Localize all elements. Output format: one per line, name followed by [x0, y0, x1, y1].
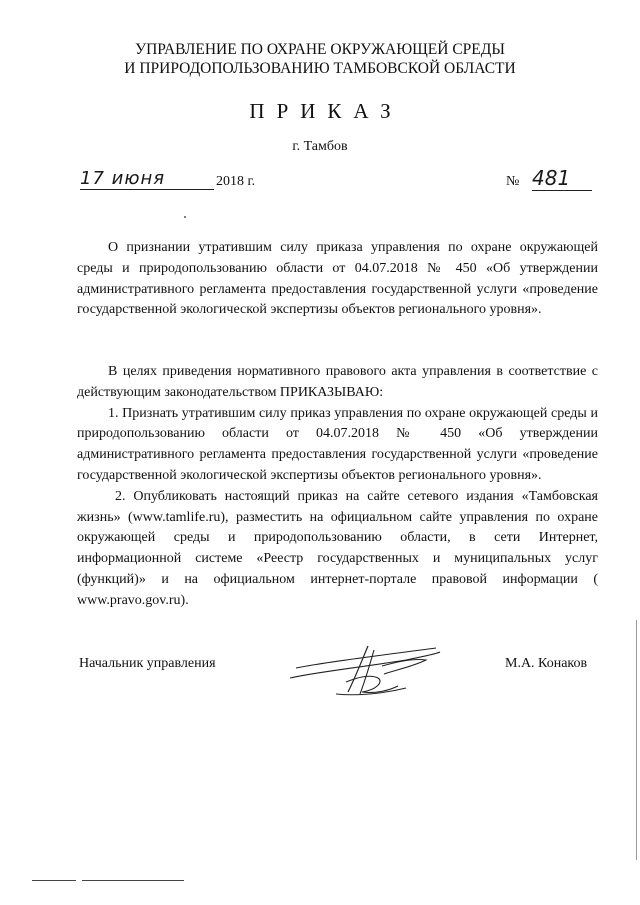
agency-line-2: И ПРИРОДОПОЛЬЗОВАНИЮ ТАМБОВСКОЙ ОБЛАСТИ: [124, 60, 516, 77]
date-number-row: [80, 166, 610, 196]
city-label: г. Тамбов: [292, 139, 348, 154]
order-item-2: 2. Опубликовать настоящий приказ на сайте сетевого издания «Тамбовская жизнь» (www.tamlife.ru), разместить на официальном сайте управления по охране окружающей среды и природопользованию области, в сети Интернет, информационной системе «Реестр государственных и муниципальных услуг (функций)» и на официальном интернет-портале правовой информации ( www.pravo.gov.ru).: [77, 488, 598, 608]
handwritten-signature: [286, 638, 446, 700]
document-title: ПРИКАЗ: [249, 99, 403, 123]
footer-rule-long: [82, 880, 184, 881]
signatory-name: М.А. Конаков: [505, 656, 588, 671]
scan-edge-mark: [636, 620, 637, 860]
agency-header: [0, 40, 640, 78]
order-body: [77, 362, 598, 612]
preamble-text: В целях приведения нормативного правового акта управления в соответствие с действующим законодательством ПРИКАЗЫВАЮ:: [77, 364, 598, 400]
handwritten-date: 17 июня: [80, 168, 214, 190]
date-year: 2018 г.: [216, 174, 256, 189]
footer-rule-short: [32, 880, 76, 881]
signatory-position: Начальник управления: [79, 656, 216, 671]
subject-text: О признании утратившим силу приказа управления по охране окружающей среды и природопользованию области от 04.07.2018 № 450 «Об утверждении административного регламента предоставления государственной услуги «проведение государственной экологической экспертизы объектов регионального уровня».: [77, 240, 598, 318]
subject-block: [77, 238, 598, 321]
agency-line-1: УПРАВЛЕНИЕ ПО ОХРАНЕ ОКРУЖАЮЩЕЙ СРЕДЫ: [135, 41, 505, 58]
number-sign: №: [506, 174, 520, 189]
handwritten-number: 481: [532, 166, 592, 191]
order-item-1: 1. Признать утратившим силу приказ управления по охране окружающей среды и природопользованию области от 04.07.2018 № 450 «Об утверждении административного регламента предоставления государственной услуги «проведение государственной экологической экспертизы объектов регионального уровня».: [77, 405, 598, 483]
scan-speck: [184, 216, 186, 218]
